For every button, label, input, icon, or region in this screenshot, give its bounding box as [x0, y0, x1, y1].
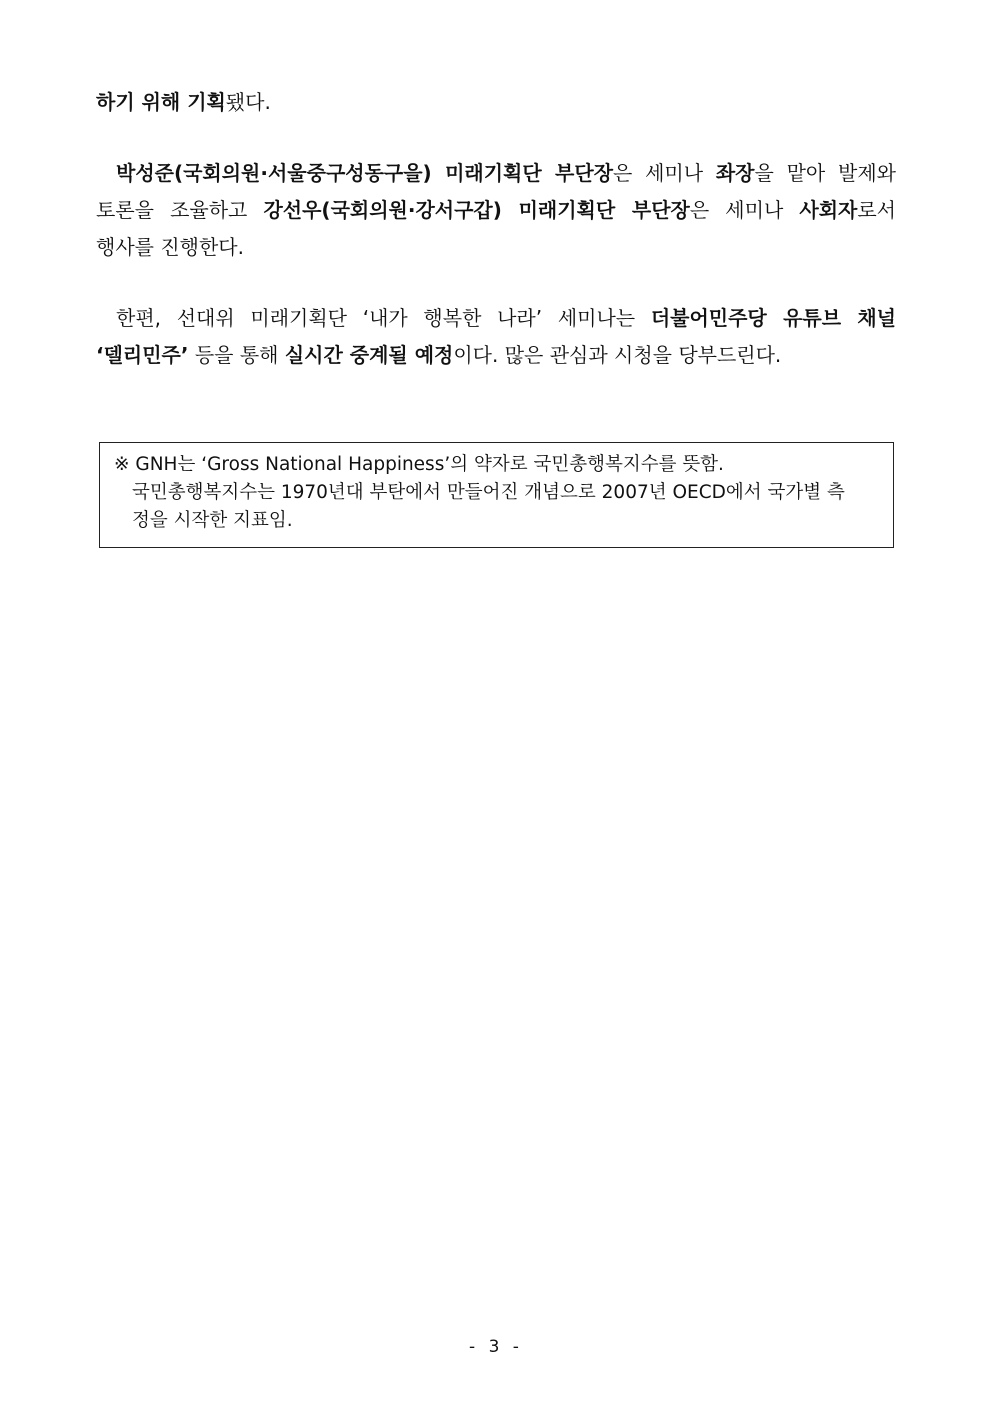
page-number: - 3 -: [469, 1337, 523, 1357]
plain-text: 한편, 선대위 미래기획단 ‘내가 행복한 나라’ 세미나는: [116, 306, 651, 330]
bold-text: 더불어민주당 유튜브 채널 ‘델리민주’: [96, 306, 896, 367]
plain-text: 됐다.: [225, 90, 271, 114]
note-line: 정을 시작한 지표임.: [132, 510, 293, 531]
paragraph-purpose: [96, 84, 896, 121]
plain-text: 을 맡아 발제와 토론을 조율하고: [96, 161, 896, 222]
bold-text: 좌장: [715, 161, 755, 185]
plain-text: 이다. 많은 관심과 시청을 당부드린다.: [453, 343, 782, 367]
note-box: [99, 442, 894, 548]
plain-text: 등을 통해: [188, 343, 285, 367]
plain-text: 로서 행사를 진행한다.: [96, 198, 896, 259]
plain-text: 은 세미나: [689, 198, 800, 222]
plain-text: 은 세미나: [613, 161, 716, 185]
bold-text: 실시간 중계될 예정: [284, 343, 454, 367]
note-line: 국민총행복지수는 1970년대 부탄에서 만들어진 개념으로 2007년 OECD에서 국가별 측: [132, 482, 845, 503]
note-line: ※ GNH는 ‘Gross National Happiness’의 약자로 국민총행복지수를 뜻함.: [114, 454, 724, 475]
bold-text: 하기 위해 기획: [96, 90, 226, 114]
bold-text: 사회자: [799, 198, 858, 222]
paragraph-moderators: [96, 155, 896, 266]
bold-text: 박성준(국회의원·서울중구성동구을) 미래기획단 부단장: [116, 161, 614, 185]
document-body: [96, 84, 896, 374]
bold-text: 강선우(국회의원·강서구갑) 미래기획단 부단장: [263, 198, 690, 222]
paragraph-broadcast: [96, 300, 896, 374]
